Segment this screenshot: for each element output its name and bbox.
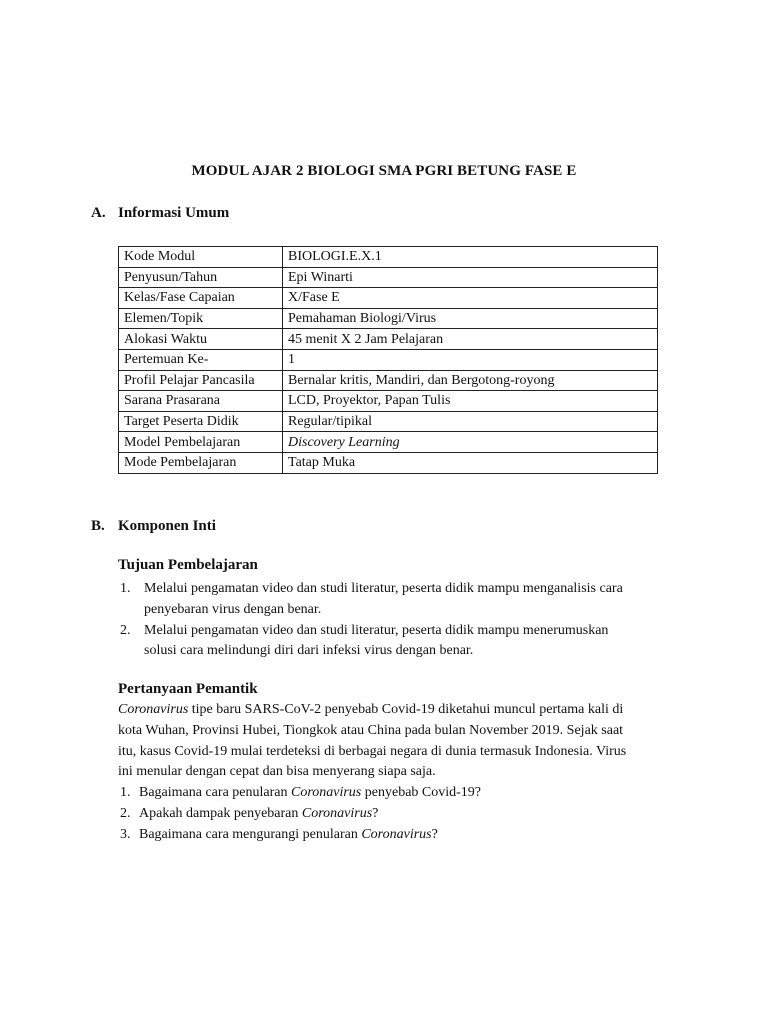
- table-value: BIOLOGI.E.X.1: [283, 247, 658, 268]
- section-a-title: Informasi Umum: [118, 205, 230, 221]
- table-row: [119, 329, 658, 350]
- table-row: [119, 411, 658, 432]
- question-text: ?: [431, 826, 438, 842]
- list-number: 1.: [120, 581, 131, 596]
- table-row: [119, 452, 658, 473]
- table-row: [119, 349, 658, 370]
- table-row: [119, 288, 658, 309]
- table-key: Mode Pembelajaran: [119, 452, 283, 473]
- table-value: LCD, Proyektor, Papan Tulis: [283, 391, 658, 412]
- paragraph-line: [118, 700, 673, 721]
- table-key: Alokasi Waktu: [119, 329, 283, 350]
- table-value: Tatap Muka: [283, 452, 658, 473]
- table-key: Model Pembelajaran: [119, 432, 283, 453]
- list-item: [118, 825, 678, 846]
- list-number: 1.: [120, 785, 131, 800]
- table-key: Sarana Prasarana: [119, 391, 283, 412]
- paragraph-text: tipe baru SARS-CoV-2 penyebab Covid-19 diketahui muncul pertama kali di: [188, 702, 624, 717]
- table-value: Pemahaman Biologi/Virus: [283, 308, 658, 329]
- table-key: Target Peserta Didik: [119, 411, 283, 432]
- table-key: Kode Modul: [119, 247, 283, 268]
- question-text: Bagaimana cara mengurangi penularan: [139, 826, 362, 842]
- italic-term: Coronavirus: [118, 702, 189, 717]
- italic-term: Coronavirus: [301, 805, 373, 821]
- list-line: Melalui pengamatan video dan studi literatur, peserta didik mampu menerumuskan: [144, 622, 609, 638]
- section-b-title: Komponen Inti: [118, 518, 216, 534]
- table-value: Bernalar kritis, Mandiri, dan Bergotong-royong: [283, 370, 658, 391]
- question-text: ?: [372, 805, 379, 821]
- document-title: MODUL AJAR 2 BIOLOGI SMA PGRI BETUNG FASE E: [191, 163, 577, 179]
- section-b-marker: B.: [91, 518, 105, 534]
- pemantik-questions: [118, 783, 678, 845]
- section-a-heading: [91, 205, 229, 222]
- table-row: [119, 247, 658, 268]
- tujuan-list: [118, 579, 678, 662]
- table-row: [119, 391, 658, 412]
- table-value: X/Fase E: [283, 288, 658, 309]
- table-key: Elemen/Topik: [119, 308, 283, 329]
- italic-term: Coronavirus: [361, 826, 432, 842]
- table-key: Penyusun/Tahun: [119, 267, 283, 288]
- table-row: [119, 432, 658, 453]
- table-row: [119, 308, 658, 329]
- pemantik-heading: Pertanyaan Pemantik: [118, 681, 258, 697]
- section-b-heading: [91, 518, 216, 535]
- list-item: [118, 804, 678, 825]
- table-value: 45 menit X 2 Jam Pelajaran: [283, 329, 658, 350]
- list-line: solusi cara melindungi diri dari infeksi virus dengan benar.: [144, 643, 474, 659]
- list-line: Melalui pengamatan video dan studi literatur, peserta didik mampu menganalisis cara: [144, 581, 623, 596]
- question-text: Bagaimana cara penularan: [139, 785, 291, 800]
- table-value: Epi Winarti: [283, 267, 658, 288]
- tujuan-heading: Tujuan Pembelajaran: [118, 557, 258, 573]
- paragraph-line: kota Wuhan, Provinsi Hubei, Tiongkok atau China pada bulan November 2019. Sejak saat: [118, 722, 624, 738]
- list-item: [118, 783, 678, 804]
- table-key: Kelas/Fase Capaian: [119, 288, 283, 309]
- section-a-marker: A.: [91, 205, 106, 221]
- info-table: [118, 246, 658, 474]
- list-line: penyebaran virus dengan benar.: [144, 601, 322, 617]
- table-key: Profil Pelajar Pancasila: [119, 370, 283, 391]
- table-key: Pertemuan Ke-: [119, 349, 283, 370]
- question-text: Apakah dampak penyebaran: [139, 805, 302, 821]
- table-value: 1: [283, 349, 658, 370]
- table-row: [119, 267, 658, 288]
- list-item: [118, 621, 678, 663]
- list-item: [118, 579, 678, 621]
- paragraph-line: itu, kasus Covid-19 mulai terdeteksi di berbagai negara di dunia termasuk Indonesia. Virus: [118, 743, 627, 759]
- pemantik-paragraph: [118, 700, 673, 783]
- paragraph-line: ini menular dengan cepat dan bisa menyerang siapa saja.: [118, 764, 436, 780]
- table-value: Discovery Learning: [283, 432, 658, 453]
- table-row: [119, 370, 658, 391]
- list-number: 2.: [120, 622, 131, 638]
- list-number: 3.: [120, 826, 131, 842]
- italic-term: Coronavirus: [290, 785, 362, 800]
- list-number: 2.: [120, 805, 131, 821]
- question-text: penyebab Covid-19?: [361, 785, 482, 800]
- table-value: Regular/tipikal: [283, 411, 658, 432]
